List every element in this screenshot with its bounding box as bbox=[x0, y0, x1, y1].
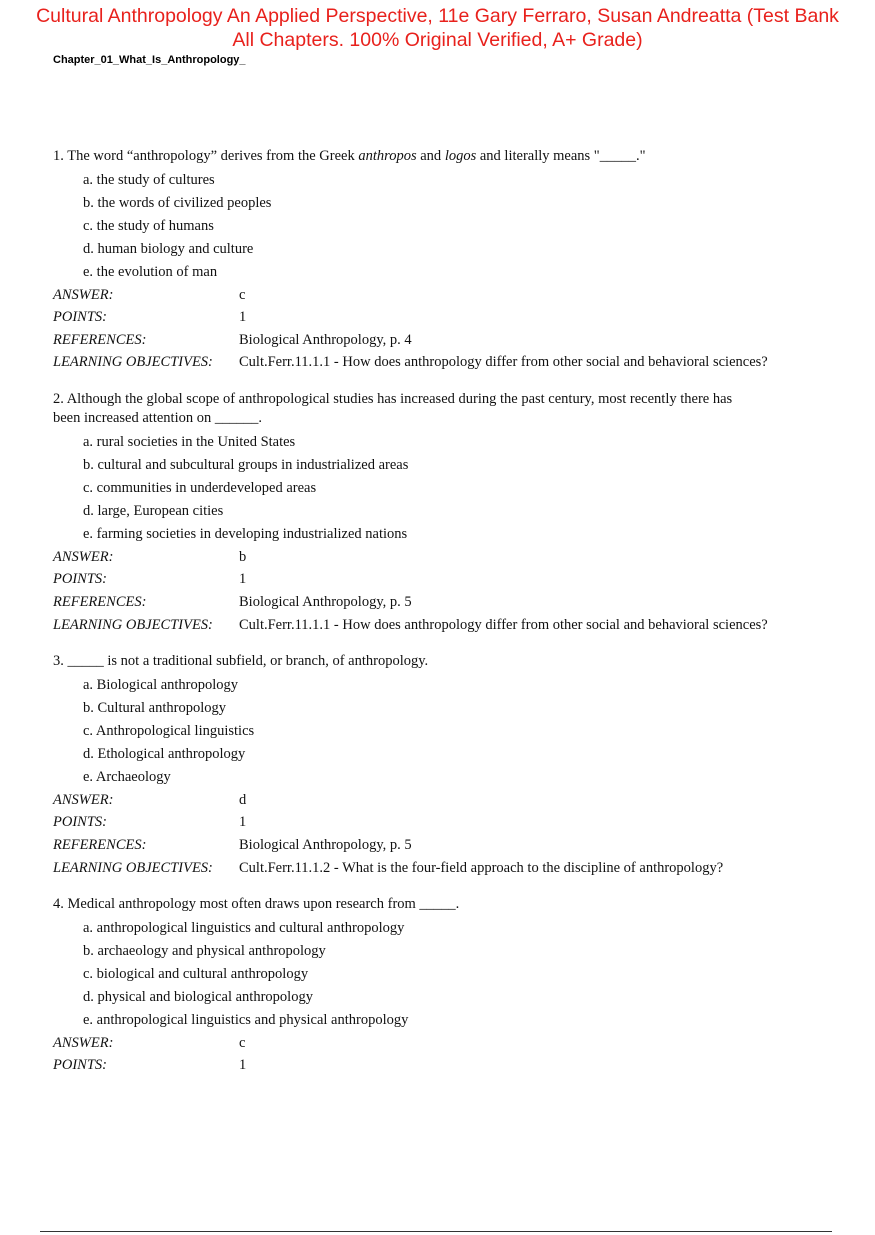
objectives-label: LEARNING OBJECTIVES: bbox=[53, 354, 213, 371]
option-a: a. rural societies in the United States bbox=[83, 433, 296, 450]
option-d: d. human biology and culture bbox=[83, 240, 254, 257]
objectives-value: Cult.Ferr.11.1.2 - What is the four-field approach to the discipline of anthropology? bbox=[239, 859, 724, 876]
answer-label: ANSWER: bbox=[53, 791, 114, 808]
answer-row bbox=[53, 546, 843, 569]
points-row bbox=[53, 568, 843, 591]
references-label: REFERENCES: bbox=[53, 594, 147, 611]
references-label: REFERENCES: bbox=[53, 836, 147, 853]
question-stem: 4. Medical anthropology most often draws upon research from _____. bbox=[53, 896, 460, 913]
option-e: e. farming societies in developing industrialized nations bbox=[83, 525, 408, 542]
option-a: a. the study of cultures bbox=[83, 171, 215, 188]
objectives-value: Cult.Ferr.11.1.1 - How does anthropology differ from other social and behavioral sciences? bbox=[239, 354, 768, 371]
answer-value: c bbox=[239, 286, 246, 303]
banner-line-1: Cultural Anthropology An Applied Perspective, 11e Gary Ferraro, Susan Andreatta (Test Bank bbox=[36, 5, 839, 27]
references-value: Biological Anthropology, p. 5 bbox=[239, 836, 412, 853]
points-row bbox=[53, 811, 843, 834]
answer-label: ANSWER: bbox=[53, 1034, 114, 1051]
option-c: c. biological and cultural anthropology bbox=[83, 965, 309, 982]
question-list bbox=[53, 147, 843, 1077]
points-row bbox=[53, 306, 843, 329]
option-e: e. Archaeology bbox=[83, 768, 171, 785]
question-3 bbox=[53, 652, 843, 879]
page-bottom-rule bbox=[40, 1231, 832, 1232]
option-c: c. the study of humans bbox=[83, 217, 214, 234]
answer-options bbox=[53, 917, 843, 1032]
stem-term-logos: logos bbox=[444, 148, 477, 164]
stem-line-2: been increased attention on ______. bbox=[53, 410, 262, 427]
points-value: 1 bbox=[239, 1057, 247, 1074]
points-value: 1 bbox=[239, 571, 247, 588]
references-row bbox=[53, 329, 843, 352]
references-row bbox=[53, 834, 843, 857]
answer-label: ANSWER: bbox=[53, 286, 114, 303]
answer-options bbox=[53, 674, 843, 789]
option-d: d. Ethological anthropology bbox=[83, 745, 246, 762]
points-row bbox=[53, 1054, 843, 1077]
stem-text: 1. The word “anthropology” derives from the Greek bbox=[53, 148, 359, 164]
answer-options bbox=[53, 431, 843, 546]
points-label: POINTS: bbox=[53, 814, 107, 831]
option-a: a. Biological anthropology bbox=[83, 676, 239, 693]
references-label: REFERENCES: bbox=[53, 331, 147, 348]
references-value: Biological Anthropology, p. 4 bbox=[239, 331, 412, 348]
question-stem bbox=[53, 147, 843, 167]
answer-row bbox=[53, 1032, 843, 1055]
stem-term-anthropos: anthropos bbox=[358, 148, 417, 164]
objectives-label: LEARNING OBJECTIVES: bbox=[53, 859, 213, 876]
answer-value: b bbox=[239, 548, 247, 565]
chapter-label: Chapter_01_What_Is_Anthropology_ bbox=[53, 54, 246, 66]
points-value: 1 bbox=[239, 814, 247, 831]
option-b: b. archaeology and physical anthropology bbox=[83, 942, 326, 959]
question-stem: 3. _____ is not a traditional subfield, or branch, of anthropology. bbox=[53, 653, 429, 670]
answer-value: d bbox=[239, 791, 247, 808]
references-value: Biological Anthropology, p. 5 bbox=[239, 594, 412, 611]
objectives-value: Cult.Ferr.11.1.1 - How does anthropology differ from other social and behavioral sciences? bbox=[239, 616, 768, 633]
option-b: b. the words of civilized peoples bbox=[83, 194, 272, 211]
question-1 bbox=[53, 147, 843, 374]
answer-value: c bbox=[239, 1034, 246, 1051]
option-d: d. physical and biological anthropology bbox=[83, 988, 313, 1005]
points-value: 1 bbox=[239, 309, 247, 326]
points-label: POINTS: bbox=[53, 309, 107, 326]
option-b: b. Cultural anthropology bbox=[83, 699, 226, 716]
option-c: c. Anthropological linguistics bbox=[83, 722, 255, 739]
objectives-row bbox=[53, 857, 843, 880]
stem-text: and bbox=[416, 148, 445, 164]
question-4 bbox=[53, 895, 843, 1077]
option-d: d. large, European cities bbox=[83, 502, 224, 519]
banner-line-2: All Chapters. 100% Original Verified, A+ Grade) bbox=[232, 29, 643, 51]
answer-label: ANSWER: bbox=[53, 548, 114, 565]
option-a: a. anthropological linguistics and cultural anthropology bbox=[83, 919, 405, 936]
points-label: POINTS: bbox=[53, 1057, 107, 1074]
objectives-row bbox=[53, 351, 843, 374]
option-e: e. the evolution of man bbox=[83, 263, 218, 280]
answer-options bbox=[53, 169, 843, 284]
option-e: e. anthropological linguistics and physical anthropology bbox=[83, 1011, 409, 1028]
option-c: c. communities in underdeveloped areas bbox=[83, 479, 317, 496]
references-row bbox=[53, 591, 843, 614]
option-b: b. cultural and subcultural groups in industrialized areas bbox=[83, 456, 409, 473]
question-2 bbox=[53, 390, 843, 636]
question-stem bbox=[53, 390, 843, 429]
answer-row bbox=[53, 284, 843, 307]
objectives-label: LEARNING OBJECTIVES: bbox=[53, 616, 213, 633]
stem-line-1: 2. Although the global scope of anthropological studies has increased during the past century, most recently there has bbox=[53, 390, 733, 407]
answer-row bbox=[53, 789, 843, 812]
document-banner bbox=[0, 4, 875, 52]
objectives-row bbox=[53, 614, 843, 637]
stem-text: and literally means "_____." bbox=[476, 148, 646, 164]
points-label: POINTS: bbox=[53, 571, 107, 588]
